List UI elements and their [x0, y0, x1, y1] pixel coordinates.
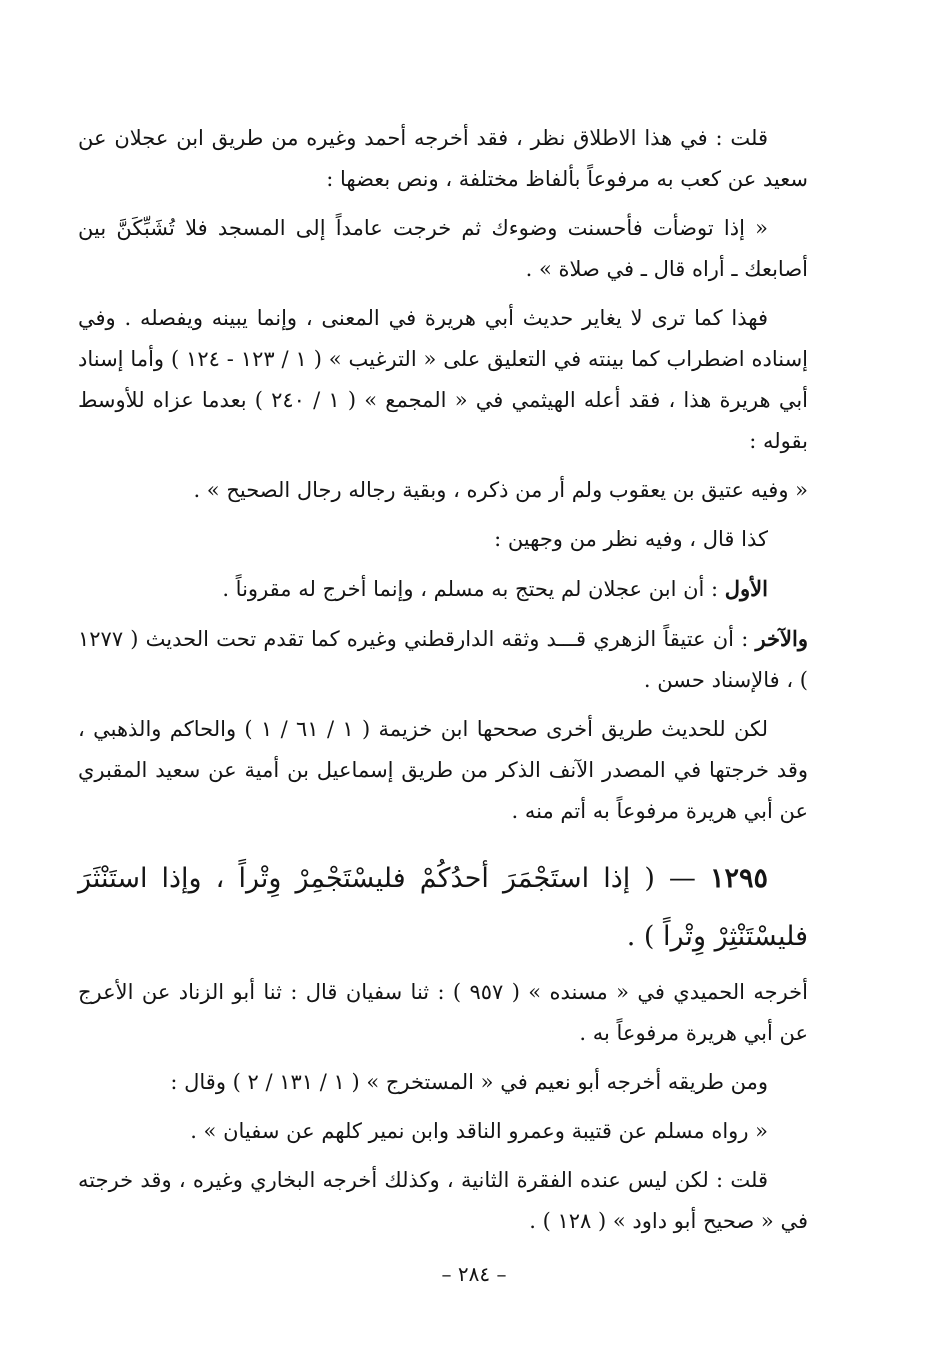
paragraph-commentary-2: فهذا كما ترى لا يغاير حديث أبي هريرة في المعنى ، وإنما يبينه ويفصله . وفي إسناده اضطراب كما بينته في التعليق على « الترغيب » ( ١ / ١٢٣ - ١٢٤ ) وأما إسناد أبي هريرة هذا ، فقد أعله الهيثمي في « المجمع » ( ١ / ٢٤٠ ) بعدما عزاه للأوسط بقوله : [78, 306, 809, 453]
paragraph-first-point [78, 568, 808, 610]
first-point-label: الأول [724, 576, 768, 601]
paragraph-commentary-3: كذا قال ، وفيه نظر من وجهين : [494, 527, 768, 551]
second-point-label: والآخر [755, 626, 808, 651]
paragraph-commentary-5: قلت : لكن ليس عنده الفقرة الثانية ، وكذلك أخرجه البخاري وغيره ، وقد خرجته في « صحيح أبو داود » ( ١٢٨ ) . [78, 1168, 808, 1233]
paragraph-commentary-1: قلت : في هذا الاطلاق نظر ، فقد أخرجه أحمد وغيره من طريق ابن عجلان عن سعيد عن كعب به مرفوعاً بألفاظ مختلفة ، ونص بعضها : [78, 126, 808, 191]
second-point-text: : أن عتيقاً الزهري قـــد وثقه الدارقطني وغيره كما تقدم تحت الحديث ( ١٢٧٧ ) ، فالإسناد حسن . [78, 627, 808, 692]
paragraph-commentary-4: لكن للحديث طريق أخرى صححها ابن خزيمة ( ١ / ٦١ / ١ ) والحاكم والذهبي ، وقد خرجتها في المصدر الآنف الذكر من طريق إسماعيل بن أمية عن سعيد المقبري عن أبي هريرة مرفوعاً به أتم منه . [78, 717, 808, 823]
page-number: – ٢٨٤ – [441, 1262, 507, 1286]
paragraph-quote-1: « إذا توضأت فأحسنت وضوءك ثم خرجت عامداً إلى المسجد فلا تُشَبِّكَنَّ بين أصابعك ـ أراه قال ـ في صلاة » . [78, 216, 808, 281]
hadith-number: ١٢٩٥ [709, 863, 768, 894]
paragraph-takhrij-2: ومن طريقه أخرجه أبو نعيم في « المستخرج » ( ١ / ١٣١ / ٢ ) وقال : [170, 1070, 768, 1094]
paragraph-takhrij-1: أخرجه الحميدي في « مسنده » ( ٩٥٧ ) : ثنا سفيان قال : ثنا أبو الزناد عن الأعرج عن أبي هريرة مرفوعاً به . [78, 980, 808, 1045]
paragraph-quote-3: « رواه مسلم عن قتيبة وعمرو الناقد وابن نمير كلهم عن سفيان » . [190, 1119, 768, 1143]
paragraph-second-point [78, 618, 808, 701]
paragraph-quote-2: « وفيه عتيق بن يعقوب ولم أر من ذكره ، وبقية رجاله رجال الصحيح » . [193, 478, 808, 502]
first-point-text: : أن ابن عجلان لم يحتج به مسلم ، وإنما أخرج له مقروناً . [222, 577, 725, 601]
hadith-text: — ( إذا استَجْمَرَ أحدُكُمْ فليسْتَجْمِرْ وِتْراً ، وإذا استَنْثَرَ فليسْتَنْثِرْ وِتْراً ) . [78, 863, 808, 952]
hadith-heading [78, 850, 808, 966]
